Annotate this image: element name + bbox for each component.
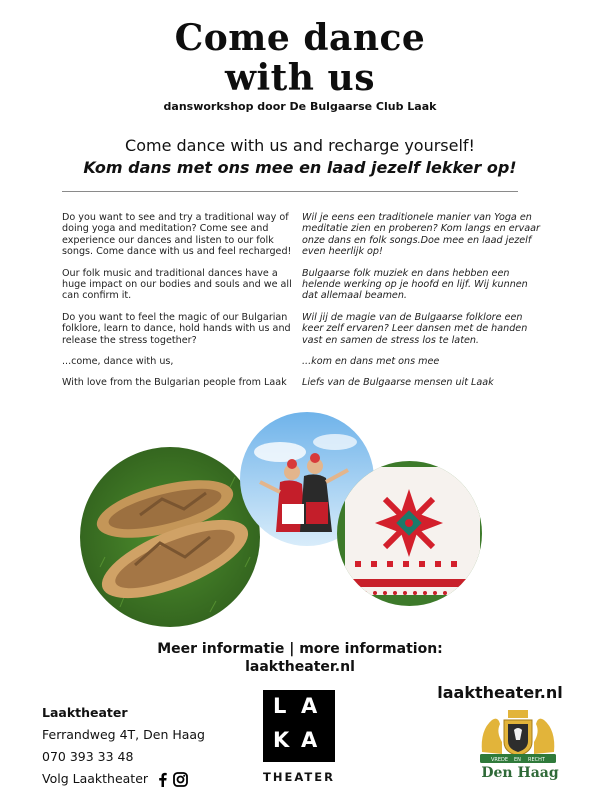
dutch-paragraph: Wil jij de magie van de Bulgaarse folklore een keer zelf ervaren? Leer dansen met de handen vast en samen de stress los te laten. <box>302 311 528 346</box>
crest-motto-mid: EN <box>514 757 521 763</box>
crest-motto-right: RECHT <box>528 757 545 763</box>
logo-letter: K <box>273 728 290 752</box>
embroidery-photo <box>337 461 482 606</box>
phone-number: 070 393 33 48 <box>42 749 134 764</box>
den-haag-crest <box>478 708 558 764</box>
more-info-label: Meer informatie | more information: <box>157 641 443 657</box>
city-name: Den Haag <box>481 765 559 781</box>
english-paragraph: Our folk music and traditional dances have a huge impact on our bodies and souls and we all can confirm it. <box>62 267 292 302</box>
dutch-paragraph: ...kom en dans met ons mee <box>302 356 440 368</box>
dutch-paragraph: Bulgaarse folk muziek en dans hebben een helende werking op je hoofd en lijf. Wij kunnen dat allemaal beamen. <box>302 267 528 302</box>
divider <box>62 191 518 192</box>
logo-letter: A <box>301 694 318 718</box>
english-column <box>62 212 294 399</box>
subtitle: dansworkshop door De Bulgaarse Club Laak <box>163 100 437 113</box>
dutch-paragraph: Wil je eens een traditionele manier van Yoga en meditatie zien en proberen? Kom langs en ervaar onze dans en folk songs.Doe mee en laad jezelf even heerlijk op! <box>302 212 540 258</box>
title-line-1: Come dance <box>174 17 426 59</box>
shoes-photo <box>80 447 260 627</box>
logo-letter: A <box>301 728 318 752</box>
crest-motto-left: VREDE <box>491 757 509 763</box>
more-info <box>0 640 600 676</box>
follow-line <box>42 768 205 790</box>
venue-name: Laaktheater <box>42 705 128 720</box>
logo-theater-word: THEATER <box>263 770 335 784</box>
english-paragraph: Do you want to see and try a traditional way of doing yoga and meditation? Come see and experience our dances and listen to our folk songs. Come dance with us and feel recharged! <box>62 212 292 258</box>
more-info-link[interactable]: laaktheater.nl <box>245 659 355 675</box>
english-paragraph: With love from the Bulgarian people from Laak <box>62 377 287 389</box>
english-paragraph: ...come, dance with us, <box>62 356 174 368</box>
facebook-icon[interactable] <box>158 772 167 787</box>
follow-label: Volg Laaktheater <box>42 771 149 786</box>
headline-dutch: Kom dans met ons mee en laad jezelf lekker op! <box>83 158 517 177</box>
dutch-column <box>302 212 540 399</box>
website-link[interactable]: laaktheater.nl <box>437 683 563 702</box>
instagram-icon[interactable] <box>173 772 188 787</box>
dutch-paragraph: Liefs van de Bulgaarse mensen uit Laak <box>302 377 494 389</box>
logo-letter: L <box>273 694 287 718</box>
laak-theater-logo <box>263 690 335 762</box>
poster-title <box>0 18 600 98</box>
venue-address <box>42 702 205 790</box>
street-address: Ferrandweg 4T, Den Haag <box>42 727 205 742</box>
english-paragraph: Do you want to feel the magic of our Bulgarian folklore, learn to dance, hold hands with us and release the stress together? <box>62 311 291 346</box>
headline-english: Come dance with us and recharge yourself! <box>125 136 475 155</box>
title-line-2: with us <box>225 57 375 99</box>
